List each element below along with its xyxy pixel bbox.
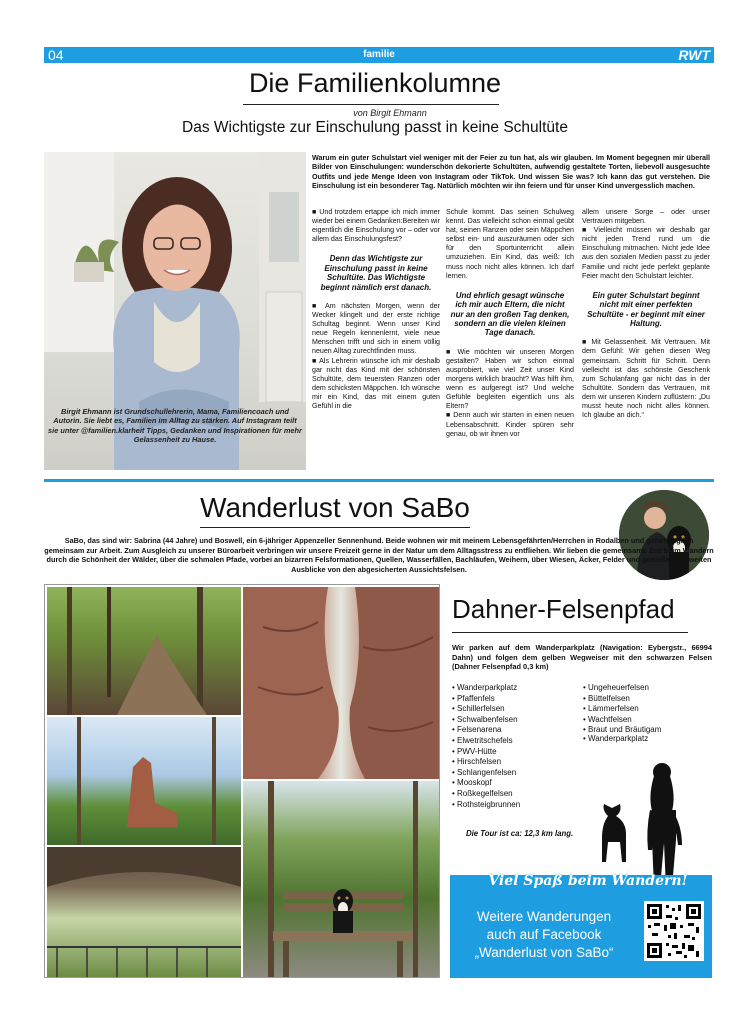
column-text-2 bbox=[446, 208, 574, 439]
list-item: • Wanderparkplatz bbox=[452, 683, 582, 694]
bench-dog-photo bbox=[243, 781, 439, 977]
title-rule bbox=[243, 104, 499, 105]
col2-paragraph-3: ■ Denn auch wir starten in einen neuen Lebensabschnitt. Kinder spüren sehr genau, ob wir ihnen vor bbox=[446, 411, 574, 438]
list-item: • Felsenarena bbox=[452, 725, 582, 736]
facebook-text bbox=[454, 908, 634, 962]
column-subtitle: Das Wichtigste zur Einschulung passt in keine Schultüte bbox=[182, 119, 568, 136]
col2-paragraph-1: Schule kommt. Das seinen Schulweg kennt. Das vielleicht schon einmal geübt hat, seinen Ranzen oder sein Mäppchen selbst ein- und auszuräumen oder sich für den Sportunterricht allein umzuziehen. Ein Kind, das weiß: Ich muss noch nicht alles können. Ich darf lernen. bbox=[446, 208, 574, 280]
list-item: • Mooskopf bbox=[452, 778, 582, 789]
list-item: • Roßkegelfelsen bbox=[452, 789, 582, 800]
col1-paragraph-1: ■ Und trotzdem ertappe ich mich immer wieder bei einem Gedanken:Bereiten wir eigentlich die Einschulung vor – oder vor allem das Einschulungsfest? bbox=[312, 208, 440, 244]
publication-logo: RWT bbox=[678, 47, 710, 63]
list-item: • Büttelfelsen bbox=[583, 694, 673, 705]
bench-dog-illustration bbox=[243, 781, 439, 977]
list-item: • Rothsteigbrunnen bbox=[452, 800, 582, 811]
pull-quote-3: Ein guter Schulstart beginnt nicht mit einer perfekten Schultüte - er beginnt mit einer Haltung. bbox=[587, 290, 705, 328]
pull-quote-2: Und ehrlich gesagt wünsche ich mir auch Eltern, die nicht nur an den großen Tag denken, sondern an die vielen kleinen Tage danach. bbox=[450, 290, 570, 338]
list-item: • Wachtfelsen bbox=[583, 715, 673, 726]
wander-intro: SaBo, das sind wir: Sabrina (44 Jahre) und Boswell, ein 6-jähriger Appenzeller Sennenhund. Beide wohnen wir mit meinem Lebensgefährten/Herrchen in Rodalben und gehen täglich gemeinsam zur Arbeit. Zum Ausgleich zu unserer Büroarbeit verbringen wir unsere Freizeit gerne in der Natur um dem Alltagsstress zu entfliehen. Wir lieben die gemeinsame Zeit beim Wandern durch die Schönheit der Wälder, über die schmalen Pfade, vorbei an bizarren Felsformationen, Quellen, Wasserfällen, Bachläufen, Weihern, über Wiesen, Äcker, Felder und genießen die weiten Ausblicke von den abgesicherten Aussichtsfelsen. bbox=[44, 536, 714, 574]
facebook-line-1: Weitere Wanderungen bbox=[476, 909, 612, 924]
portrait-photo bbox=[44, 152, 306, 470]
arch-view-photo bbox=[47, 847, 241, 977]
photo-caption: Birgit Ehmann ist Grundschullehrerin, Mama, Familiencoach und Autorin. Sie liebt es, Familien im Alltag zu stärken. Auf Instagram teilt sie unter @familien.klarheit Tipps, Gedanken und Inspirationen für mehr Gelassenheit zu Hause. bbox=[48, 407, 302, 445]
forest-path-photo bbox=[47, 587, 241, 715]
list-item: • Hirschfelsen bbox=[452, 757, 582, 768]
column-text-3 bbox=[582, 208, 710, 420]
list-item: • Elwetritschefels bbox=[452, 736, 582, 747]
col3-paragraph-1: allem unsere Sorge – oder unser Vertrauen mitgeben. bbox=[582, 208, 710, 226]
column-intro: Warum ein guter Schulstart viel weniger mit der Feier zu tun hat, als wir glauben. Im Moment begegnen mir überall Bilder von Einschulungen: wunderschön dekorierte Schultüten, aufwendig gestaltete Torten, liebevoll ausgesuchte Outfits und jede Menge Ideen von Instagram oder TikTok. Und wissen Sie was? Ich kann das gut verstehen. Die Einschulung ist ein besonderer Tag. Natürlich möchten wir ihn feiern und für unser Kind unvergesslich machen. bbox=[312, 153, 710, 190]
col1-paragraph-2: ■ Am nächsten Morgen, wenn der Wecker klingelt und der erste richtige Schultag beginnt. Wenn unser Kind neue Regeln kennenlernt, viele neue Menschen trifft und sich in einem völlig neuen Alltag zurechtfinden muss. bbox=[312, 302, 440, 356]
forest-path-illustration bbox=[47, 587, 241, 715]
list-item: • Pfaffenfels bbox=[452, 694, 582, 705]
col2-paragraph-2: ■ Wie möchten wir unseren Morgen gestalten? Haben wir schon einmal ausprobiert, wie viel Zeit unser Kind morgens wirklich braucht? Was hilft ihm, wenn es aufgeregt ist? Und welche Gefühle begleiten eigentlich uns als Eltern? bbox=[446, 347, 574, 411]
list-item: • Lämmerfelsen bbox=[583, 704, 673, 715]
facebook-line-2: auch auf Facebook bbox=[486, 927, 602, 942]
trail-length: Die Tour ist ca: 12,3 km lang. bbox=[466, 829, 574, 838]
facebook-line-3: „Wanderlust von SaBo“ bbox=[474, 945, 614, 960]
rock-gorge-photo bbox=[243, 587, 439, 779]
column-text-1 bbox=[312, 208, 440, 411]
facebook-promo-box bbox=[450, 875, 712, 978]
list-item: • Braut und Bräutigam bbox=[583, 725, 673, 734]
rock-tower-illustration bbox=[47, 717, 241, 845]
rock-tower-photo bbox=[47, 717, 241, 845]
trail-title: Dahner-Felsenpfad bbox=[452, 594, 675, 624]
column-title: Die Familienkolumne bbox=[248, 68, 502, 98]
col3-paragraph-2: ■ Vielleicht müssen wir deshalb gar nicht jeden Trend rund um die Einschulung mitmachen. Nicht jede Idee aus den sozialen Medien passt zu jeder Familie und nicht jede perfekt geplante Feier macht den Schulstart leichter. bbox=[582, 226, 710, 280]
trail-stops-left bbox=[452, 683, 582, 810]
hiker-dog-silhouette bbox=[590, 760, 700, 890]
col3-paragraph-3: ■ Mit Gelassenheit. Mit Vertrauen. Mit dem Gefühl: Wir gehen diesen Weg gemeinsam. Schritt für Schritt. Denn vielleicht ist das schönste Geschenk zum Schulanfang gar nicht das in der Schultüte. Sondern das Vertrauen, mit dem wir unseren Kindern zuflüstern: „Du musst heute noch nicht alles können. Ich glaube an dich.“ bbox=[582, 338, 710, 420]
rock-gorge-illustration bbox=[243, 587, 439, 779]
byline: von Birgit Ehmann bbox=[353, 108, 427, 118]
list-item: • Ungeheuerfelsen bbox=[583, 683, 673, 694]
photo-collage bbox=[44, 584, 440, 978]
pull-quote-1: Denn das Wichtigste zur Einschulung passt in keine Schultüte. Das Wichtigste beginnt nämlich erst danach. bbox=[320, 254, 432, 292]
page-number: 04 bbox=[48, 47, 64, 63]
page-header-bar bbox=[44, 47, 714, 63]
trail-stops-right bbox=[583, 683, 673, 745]
section-divider bbox=[44, 479, 714, 482]
wander-title: Wanderlust von SaBo bbox=[200, 492, 470, 523]
list-item: • PWV-Hütte bbox=[452, 747, 582, 758]
list-item: • Schlangenfelsen bbox=[452, 768, 582, 779]
fun-slogan: Viel Spaß beim Wandern! bbox=[488, 873, 688, 889]
list-item: • Schwalbenfelsen bbox=[452, 715, 582, 726]
list-item: • Wanderparkplatz bbox=[583, 734, 673, 745]
arch-view-illustration bbox=[47, 847, 241, 977]
qr-code-icon[interactable] bbox=[644, 901, 704, 961]
section-label: familie bbox=[363, 49, 395, 60]
trail-intro: Wir parken auf dem Wanderparkplatz (Navigation: Eybergstr., 66994 Dahn) und folgen dem gelben Wegweiser mit den schwarzen Felsen (Dahner Felsenpfad 0,3 km) bbox=[452, 643, 712, 672]
trail-title-rule bbox=[452, 632, 688, 633]
col1-paragraph-3: ■ Als Lehrerin wünsche ich mir deshalb gar nicht das Kind mit der schönsten Schultüte, dem teuersten Ranzen oder dem schicksten Mäppchen. Ich wünsche mir ein Kind, das mit einem guten Gefühl in die bbox=[312, 356, 440, 411]
wander-title-rule bbox=[200, 527, 470, 528]
list-item: • Schillerfelsen bbox=[452, 704, 582, 715]
